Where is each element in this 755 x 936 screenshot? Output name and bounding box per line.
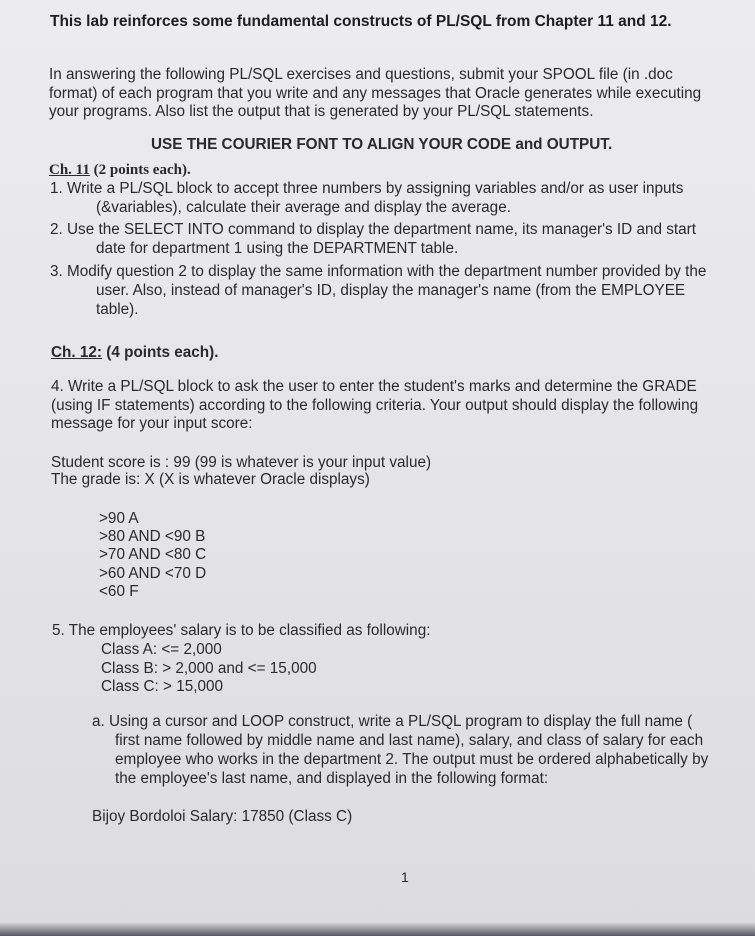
q2-line-2: date for department 1 using the DEPARTMENT table. bbox=[96, 240, 459, 257]
grade-line: The grade is: X (X is whatever Oracle displays) bbox=[51, 471, 370, 488]
q5-line: 5. The employees' salary is to be classified as following: bbox=[52, 622, 431, 639]
q4-line-3: message for your input score: bbox=[51, 415, 253, 432]
ch12-heading bbox=[51, 344, 218, 362]
class-c: Class C: > 15,000 bbox=[101, 678, 224, 695]
score-line: Student score is : 99 (99 is whatever is your input value) bbox=[51, 454, 432, 471]
q5a-line-1: a. Using a cursor and LOOP construct, write a PL/SQL program to display the full name ( bbox=[92, 713, 693, 730]
criteria-d: >60 AND <70 D bbox=[99, 565, 207, 582]
q5a-line-4: the employee's last name, and displayed in the following format: bbox=[115, 770, 549, 787]
intro-line-1: In answering the following PL/SQL exercises and questions, submit your SPOOL file (in .doc bbox=[49, 66, 673, 83]
criteria-c: >70 AND <80 C bbox=[99, 546, 207, 563]
ch11-label: Ch. 11 bbox=[49, 162, 90, 178]
intro-line-3: your programs. Also list the output that is generated by your PL/SQL statements. bbox=[49, 103, 594, 120]
q5a-line-2: first name followed by middle name and last name), salary, and class of salary for each bbox=[115, 732, 704, 749]
q5a-line-3: employee who works in the department 2. The output must be ordered alphabetically by bbox=[115, 751, 709, 768]
q1-line-1: 1. Write a PL/SQL block to accept three numbers by assigning variables and/or as user inputs bbox=[50, 180, 684, 197]
page-number: 1 bbox=[401, 869, 409, 885]
criteria-f: <60 F bbox=[99, 583, 139, 600]
class-b: Class B: > 2,000 and <= 15,000 bbox=[101, 660, 317, 677]
q4-line-2: (using IF statements) according to the following criteria. Your output should display the following bbox=[51, 397, 699, 414]
ch11-heading bbox=[49, 161, 191, 179]
q3-line-2: user. Also, instead of manager's ID, display the manager's name (from the EMPLOYEE bbox=[96, 282, 686, 299]
q1-line-2: (&variables), calculate their average and display the average. bbox=[96, 199, 511, 216]
criteria-a: >90 A bbox=[99, 510, 139, 527]
font-note: USE THE COURIER FONT TO ALIGN YOUR CODE and OUTPUT. bbox=[151, 136, 613, 153]
q2-line-1: 2. Use the SELECT INTO command to display the department name, its manager's ID and start bbox=[50, 221, 696, 238]
intro-line-2: format) of each program that you write and any messages that Oracle generates while executing bbox=[49, 85, 702, 102]
page-title: This lab reinforces some fundamental constructs of PL/SQL from Chapter 11 and 12. bbox=[50, 13, 672, 30]
q4-line-1: 4. Write a PL/SQL block to ask the user to enter the student's marks and determine the GRADE bbox=[51, 378, 697, 395]
class-a: Class A: <= 2,000 bbox=[101, 641, 222, 658]
ch12-points: (4 points each). bbox=[102, 344, 219, 361]
page-edge-shadow bbox=[0, 922, 755, 936]
q3-line-3: table). bbox=[96, 301, 139, 318]
ch11-points: (2 points each). bbox=[89, 162, 191, 178]
q3-line-1: 3. Modify question 2 to display the same information with the department number provided by the bbox=[50, 263, 707, 280]
ch12-label: Ch. 12: bbox=[51, 344, 102, 361]
criteria-b: >80 AND <90 B bbox=[99, 528, 206, 545]
sample-output: Bijoy Bordoloi Salary: 17850 (Class C) bbox=[92, 808, 353, 825]
